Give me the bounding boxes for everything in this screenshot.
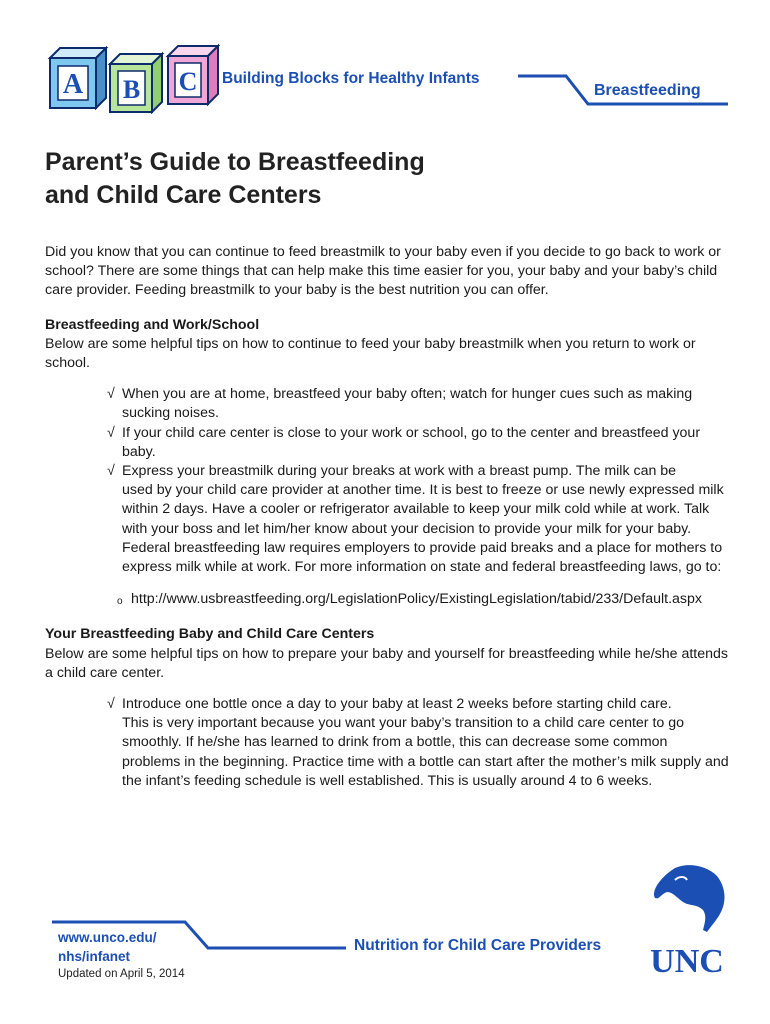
footer-updated-date: Updated on April 5, 2014: [58, 968, 185, 980]
header-tagline: Building Blocks for Healthy Infants: [222, 70, 480, 87]
page-title: [45, 146, 685, 212]
abc-blocks-logo: [44, 40, 220, 114]
svg-text:B: B: [122, 75, 141, 104]
footer-url-line-2: nhs/infanet: [58, 948, 131, 964]
check-icon: √: [107, 424, 115, 441]
list-item-text: When you are at home, breastfeed your baby often; watch for hunger cues such as making: [122, 386, 693, 403]
block-a: [50, 48, 106, 108]
list-item-text-continued: sucking noises.: [122, 405, 219, 422]
circle-bullet-icon: o: [117, 596, 123, 608]
list-item-text-continued: baby.: [122, 443, 156, 460]
list-item-text: Introduce one bottle once a day to your baby at least 2 weeks before starting child care.: [122, 696, 672, 713]
checklist-work-school: [45, 385, 729, 577]
list-item: [107, 424, 729, 462]
list-item: [107, 462, 729, 577]
svg-text:UNC: UNC: [650, 943, 724, 980]
legislation-link[interactable]: http://www.usbreastfeeding.org/LegislationPolicy/ExistingLegislation/tabid/233/Default.aspx: [131, 591, 702, 608]
page-title-line-1: Parent’s Guide to Breastfeeding: [45, 148, 425, 176]
block-c: [168, 46, 218, 104]
intro-paragraph: Did you know that you can continue to feed breastmilk to your baby even if you decide to go back to work or school? There are some things that can help make this time easier for you, your baby and your baby’s child care provider. Feeding breastmilk to your baby is the best nutrition you can offer.: [45, 244, 721, 299]
checklist-child-care: [45, 695, 729, 791]
unc-logo: [645, 862, 729, 980]
section-intro-child-care: Below are some helpful tips on how to prepare your baby and yourself for breastfeeding while he/she attends a child care center.: [45, 645, 728, 681]
section-intro-work-school: Below are some helpful tips on how to continue to feed your baby breastmilk when you return to work or school.: [45, 335, 696, 372]
check-icon: √: [107, 696, 115, 713]
footer-url-line-1: www.unco.edu/: [58, 930, 157, 945]
list-item: [107, 695, 729, 791]
svg-text:A: A: [62, 69, 84, 100]
svg-text:C: C: [178, 67, 198, 96]
list-item-text-continued: used by your child care provider at another time. It is best to freeze or use newly expressed milk within 2 days. Have a cooler or refrigerator available to keep your milk cold while at work. Talk with your boss and let him/her know about your decision to provide your milk for your baby. Federal breastfeeding law requires employers to provide paid breaks and a place for mothers to express milk while at work. For more information on state and federal breastfeeding laws, go to:: [122, 482, 724, 576]
bear-head-icon: [654, 865, 725, 932]
list-item: [107, 385, 729, 423]
section-heading-work-school: Breastfeeding and Work/School: [45, 316, 260, 333]
list-item-text: If your child care center is close to your work or school, go to the center and breastfeed your: [122, 424, 701, 441]
page-title-line-2: and Child Care Centers: [45, 181, 322, 209]
list-item-text: Express your breastmilk during your breaks at work with a breast pump. The milk can be: [122, 463, 677, 480]
main-content: [45, 243, 729, 791]
section-heading-child-care: Your Breastfeeding Baby and Child Care Centers: [45, 626, 375, 643]
block-b: [110, 54, 162, 112]
footer-website-link[interactable]: [58, 929, 157, 966]
list-item-text-continued: This is very important because you want your baby’s transition to a child care center to go smoothly. If he/she has learned to drink from a bottle, this can decrease some common problems in the beginning. Practice time with a bottle can start after the mother’s milk supply and the infant’s feeding schedule is well established. This is usually around 4 to 6 weeks.: [122, 715, 729, 789]
check-icon: √: [107, 463, 115, 480]
header-section-label: Breastfeeding: [594, 82, 701, 99]
legislation-link-item: [45, 590, 729, 609]
check-icon: √: [107, 386, 115, 403]
footer-tagline: Nutrition for Child Care Providers: [354, 937, 602, 954]
